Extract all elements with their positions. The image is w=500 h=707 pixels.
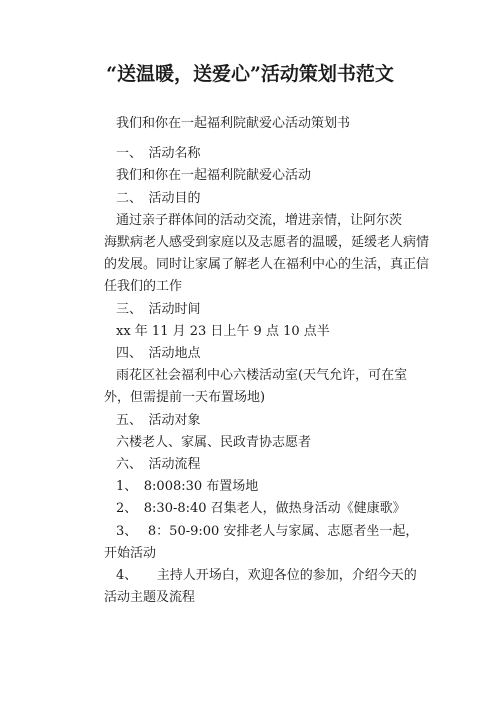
process-step-3-line-2: 开始活动 xyxy=(104,545,157,561)
paragraph-location-line-1: 雨花区社会福利中心六楼活动室(天气允许，可在室 xyxy=(116,368,408,384)
process-step-4-line-1: 4、 主持人开场白，欢迎各位的参加，介绍今天的 xyxy=(116,568,417,584)
paragraph-gap xyxy=(104,135,434,143)
document-body xyxy=(104,113,434,609)
paragraph-audience: 六楼老人、家属、民政青协志愿者 xyxy=(116,434,312,450)
section-heading-location: 四、 活动地点 xyxy=(116,346,201,362)
paragraph-location-line-2: 外，但需提前一天布置场地) xyxy=(104,390,266,406)
section-heading-name: 一、 活动名称 xyxy=(116,146,201,162)
paragraph-activity-name: 我们和你在一起福利院献爱心活动 xyxy=(116,168,312,184)
paragraph-purpose-line-3: 的发展。同时让家属了解老人在福利中心的生活，真正信 xyxy=(104,257,430,273)
section-heading-purpose: 二、 活动目的 xyxy=(116,190,201,206)
section-heading-time: 三、 活动时间 xyxy=(116,301,201,317)
paragraph-purpose-line-4: 任我们的工作 xyxy=(104,279,183,295)
paragraph-purpose-line-1: 通过亲子群体间的活动交流，增进亲情，让阿尔茨 xyxy=(116,212,403,228)
document-title: “送温暖，送爱心”活动策划书范文 xyxy=(106,63,394,85)
section-heading-audience: 五、 活动对象 xyxy=(116,412,201,428)
process-step-1: 1、 8:008:30 布置场地 xyxy=(116,479,259,495)
paragraph-subtitle: 我们和你在一起福利院献爱心活动策划书 xyxy=(116,116,351,131)
paragraph-purpose-line-2: 海默病老人感受到家庭以及志愿者的温暖，延缓老人病情 xyxy=(104,235,430,251)
process-step-3-line-1: 3、 8：50-9:00 安排老人与家属、志愿者坐一起， xyxy=(116,523,419,539)
process-step-2: 2、 8:30-8:40 召集老人，做热身活动《健康歌》 xyxy=(116,501,406,517)
process-step-4-line-2: 活动主题及流程 xyxy=(104,590,196,606)
paragraph-time: xx 年 11 月 23 日上午 9 点 10 点半 xyxy=(116,323,330,339)
section-heading-process: 六、 活动流程 xyxy=(116,457,201,473)
